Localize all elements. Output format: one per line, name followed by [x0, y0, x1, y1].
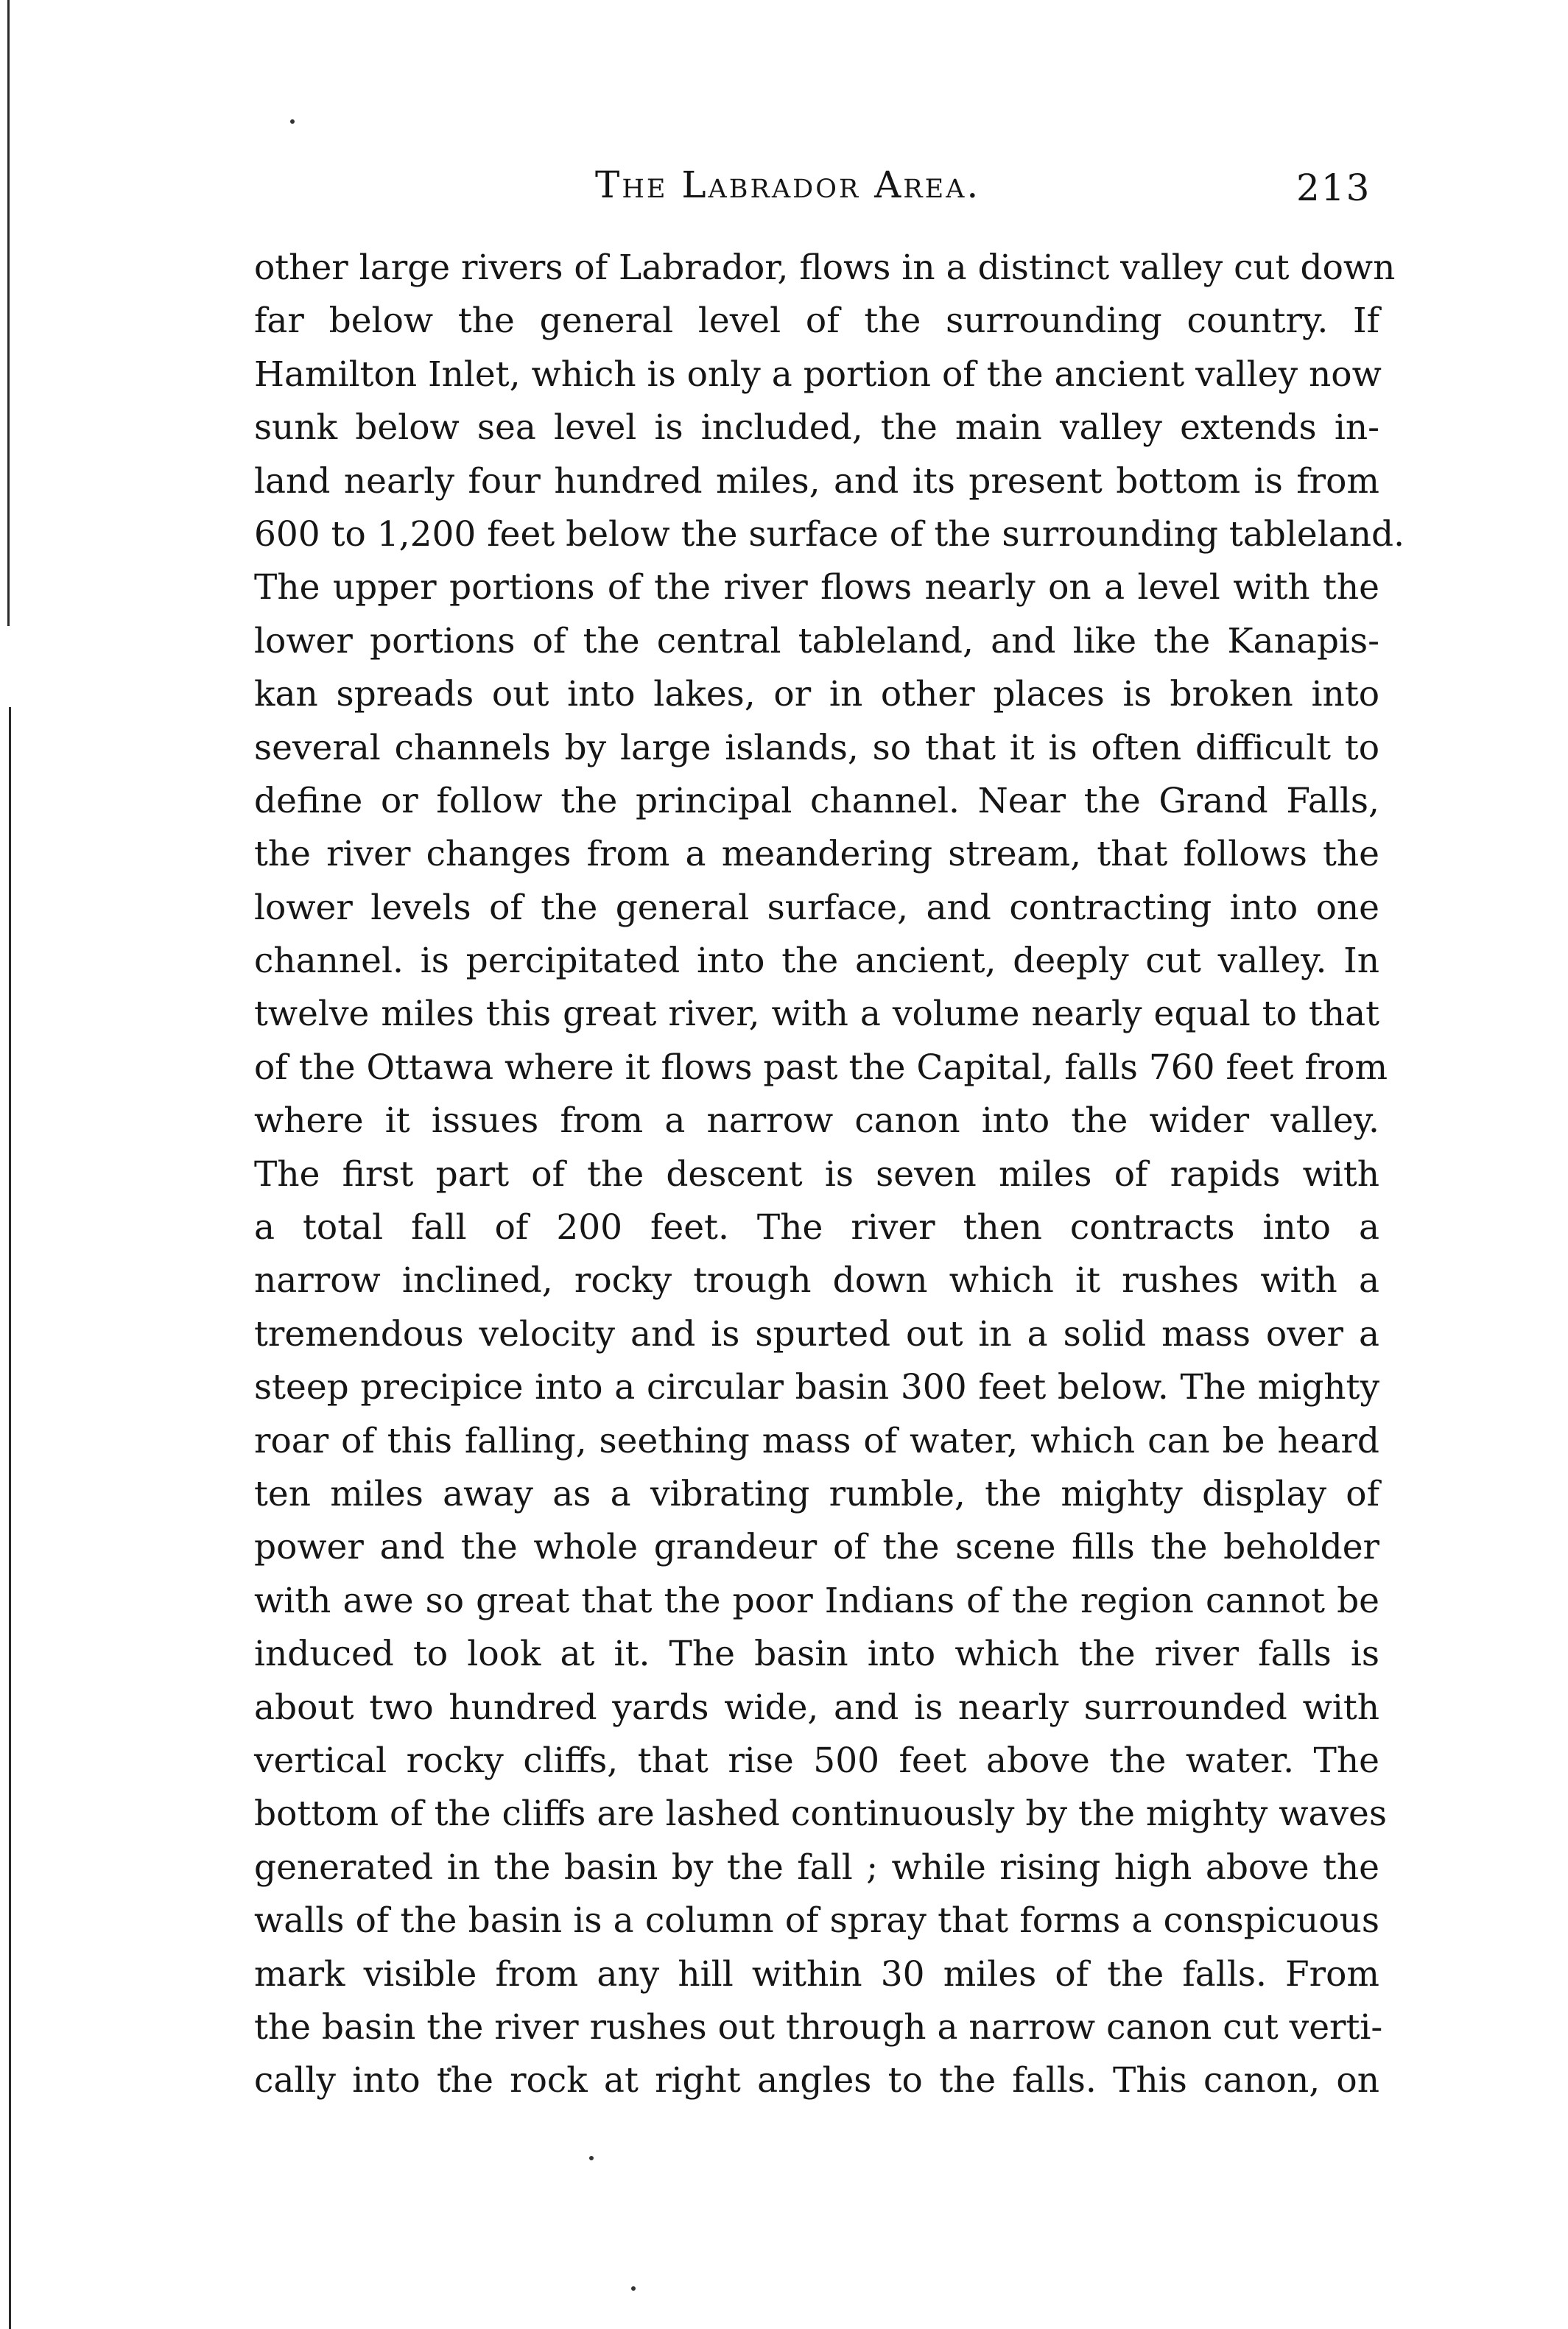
- text-line: kan spreads out into lakes, or in other places is broken into: [254, 674, 1379, 715]
- text-line: twelve miles this great river, with a volume nearly equal to that: [254, 994, 1379, 1035]
- scan-speck: [290, 119, 295, 124]
- text-line: power and the whole grandeur of the scene fills the beholder: [254, 1527, 1379, 1568]
- binding-edge-line: [7, 0, 10, 626]
- text-line: of the Ottawa where it flows past the Capital, falls 760 feet from: [254, 1047, 1388, 1088]
- text-line: generated in the basin by the fall ; while rising high above the: [254, 1847, 1379, 1888]
- text-line: bottom of the cliffs are lashed continuously by the mighty waves: [254, 1794, 1387, 1835]
- text-line: sunk below sea level is included, the main valley extends in-: [254, 407, 1379, 449]
- scan-speck: [631, 2286, 636, 2291]
- body-paragraph: [254, 242, 1405, 2108]
- binding-edge-line: [9, 707, 11, 2329]
- text-line: lower portions of the central tableland, and like the Kanapis-: [254, 620, 1379, 661]
- text-line: tremendous velocity and is spurted out in a solid mass over a: [254, 1313, 1379, 1355]
- text-line: the basin the river rushes out through a narrow canon cut verti-: [254, 2006, 1383, 2048]
- text-line: land nearly four hundred miles, and its present bottom is from: [254, 460, 1379, 502]
- text-line: ten miles away as a vibrating rumble, the mighty display of: [254, 1473, 1379, 1514]
- text-line: walls of the basin is a column of spray that forms a conspicuous: [254, 1900, 1379, 1942]
- text-line: narrow inclined, rocky trough down which it rushes with a: [254, 1260, 1379, 1302]
- text-line: vertical rocky cliffs, that rise 500 feet above the water. The: [254, 1740, 1379, 1781]
- text-line: where it issues from a narrow canon into the wider valley.: [254, 1100, 1379, 1142]
- text-line: Hamilton Inlet, which is only a portion of the ancient valley now: [254, 354, 1382, 395]
- text-line: induced to look at it. The basin into which the river falls is: [254, 1634, 1379, 1675]
- page-number: 213: [1296, 166, 1371, 209]
- text-line: define or follow the principal channel. Near the Grand Falls,: [254, 780, 1379, 821]
- text-line: far below the general level of the surrounding country. If: [254, 301, 1379, 342]
- scan-speck: [589, 2156, 594, 2160]
- text-line: The upper portions of the river flows nearly on a level with the: [254, 567, 1379, 608]
- running-title: The Labrador Area.: [595, 164, 981, 206]
- text-line: other large rivers of Labrador, flows in a distinct valley cut down: [254, 247, 1396, 288]
- text-line: roar of this falling, seething mass of water, which can be heard: [254, 1420, 1379, 1461]
- text-line: steep precipice into a circular basin 300 feet below. The mighty: [254, 1367, 1379, 1408]
- text-line: several channels by large islands, so that it is often difficult to: [254, 727, 1379, 768]
- text-line: about two hundred yards wide, and is nearly surrounded with: [254, 1687, 1379, 1728]
- text-line: with awe so great that the poor Indians of the region cannot be: [254, 1580, 1379, 1621]
- text-line: lower levels of the general surface, and contracting into one: [254, 887, 1379, 928]
- text-line: the river changes from a meandering stream, that follows the: [254, 834, 1379, 875]
- text-line: 600 to 1,200 feet below the surface of the surrounding tableland.: [254, 513, 1405, 555]
- running-head: [0, 164, 1568, 215]
- text-line: cally into the rock at right angles to the falls. This canon, on: [254, 2060, 1379, 2101]
- text-line: The first part of the descent is seven miles of rapids with: [254, 1153, 1379, 1195]
- text-line: mark visible from any hill within 30 miles of the falls. From: [254, 1953, 1379, 1995]
- text-line: channel. is percipitated into the ancient, deeply cut valley. In: [254, 941, 1379, 982]
- text-line: a total fall of 200 feet. The river then contracts into a: [254, 1207, 1379, 1248]
